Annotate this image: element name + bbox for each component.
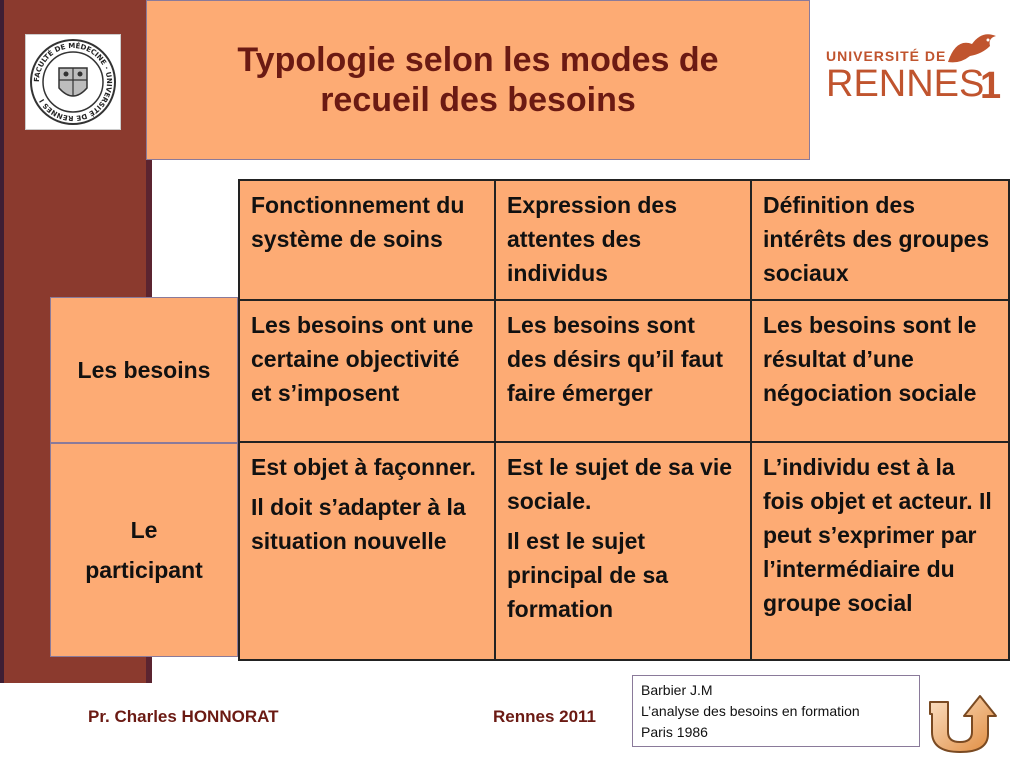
cell-text: Les besoins sont des désirs qu’il faut faire émerger <box>507 312 723 406</box>
faculty-seal-logo <box>25 34 121 130</box>
reference-title: L’analyse des besoins en formation <box>641 703 860 719</box>
header-text: Fonctionnement du système de soins <box>251 192 465 252</box>
logo-line1: UNIVERSITÉ DE <box>826 48 947 64</box>
table-cell <box>495 442 751 660</box>
footer-place: Rennes 2011 <box>493 707 597 726</box>
logo-number: 1 <box>980 65 1002 107</box>
table-cell <box>239 300 495 442</box>
squirrel-icon <box>942 28 1002 68</box>
cell-text: Est le sujet de sa vie sociale. <box>507 454 733 514</box>
table-cell <box>239 442 495 660</box>
reference-author: Barbier J.M <box>641 682 713 698</box>
cell-text: Est objet à façonner. <box>251 454 476 480</box>
header-text: Définition des intérêts des groupes sociaux <box>763 192 990 286</box>
header-cell <box>495 180 751 300</box>
university-logo <box>826 28 1006 107</box>
table-cell <box>751 442 1009 660</box>
table-header-row <box>239 180 1009 300</box>
table-row <box>239 300 1009 442</box>
return-button[interactable] <box>926 692 1000 754</box>
logo-line2: RENNES <box>826 63 985 105</box>
row-label-participant: Le participant <box>50 443 238 657</box>
title-box <box>146 0 810 160</box>
cell-text: Les besoins sont le résultat d’une négociation sociale <box>763 312 977 406</box>
table-cell <box>495 300 751 442</box>
row-label-besoins: Les besoins <box>50 297 238 443</box>
cell-text: Les besoins ont une certaine objectivité et s’imposent <box>251 312 474 406</box>
header-cell <box>751 180 1009 300</box>
footer-author: Pr. Charles HONNORAT <box>88 707 279 726</box>
return-arrow-icon <box>926 692 1000 754</box>
header-cell <box>239 180 495 300</box>
header-text: Expression des attentes des individus <box>507 192 678 286</box>
cell-text: Il est le sujet principal de sa formation <box>507 528 669 622</box>
cell-text: Il doit s’adapter à la situation nouvelle <box>251 494 466 554</box>
table-row <box>239 442 1009 660</box>
table-cell <box>751 300 1009 442</box>
sidebar-edge <box>0 0 4 683</box>
reference-box <box>632 675 920 747</box>
page-title: Typologie selon les modes de recueil des besoins <box>237 41 719 119</box>
seal-emblem-icon <box>29 38 117 126</box>
reference-place: Paris 1986 <box>641 724 708 740</box>
seal-text: FACULTÉ DE MÉDECINE · UNIVERSITÉ DE RENNES I <box>32 41 114 123</box>
typology-table <box>238 179 1010 661</box>
cell-text: L’individu est à la fois objet et acteur. Il peut s’exprimer par l’intermédiaire du groupe social <box>763 454 992 616</box>
